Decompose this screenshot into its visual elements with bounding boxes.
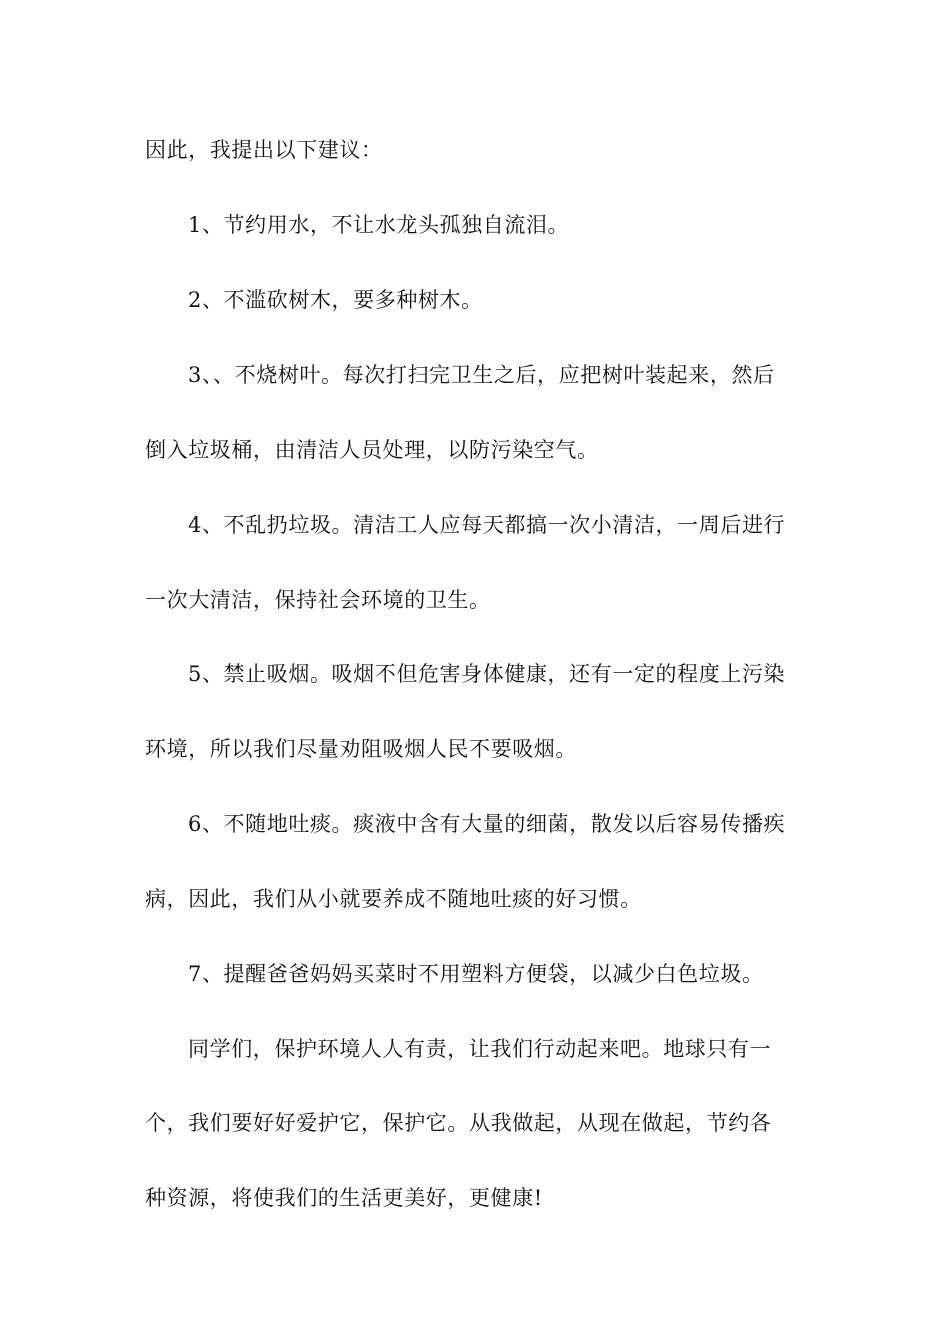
- suggestion-3-line-2: 倒入垃圾桶，由清洁人员处理，以防污染空气。: [145, 438, 599, 462]
- suggestion-5-line-2: 环境，所以我们尽量劝阻吸烟人民不要吸烟。: [145, 737, 577, 761]
- suggestion-1: 1、节约用水，不让水龙头孤独自流泪。: [188, 213, 570, 237]
- closing-line-1: 同学们，保护环境人人有责，让我们行动起来吧。地球只有一: [188, 1037, 772, 1061]
- suggestion-6-line-2: 病，因此，我们从小就要养成不随地吐痰的好习惯。: [145, 887, 642, 911]
- intro-line: 因此，我提出以下建议：: [145, 138, 383, 162]
- closing-line-2: 个，我们要好好爱护它，保护它。从我做起，从现在做起，节约各: [145, 1111, 772, 1135]
- closing-line-3: 种资源，将使我们的生活更美好，更健康!: [145, 1186, 543, 1210]
- suggestion-4-line-1: 4、不乱扔垃圾。清洁工人应每天都搞一次小清洁，一周后进行: [188, 513, 786, 537]
- suggestion-7: 7、提醒爸爸妈妈买菜时不用塑料方便袋，以减少白色垃圾。: [188, 962, 764, 986]
- suggestion-3-line-1: 3、、不烧树叶。每次打扫完卫生之后，应把树叶装起来，然后: [188, 363, 775, 387]
- suggestion-6-line-1: 6、不随地吐痰。痰液中含有大量的细菌，散发以后容易传播疾: [188, 812, 786, 836]
- suggestion-4-line-2: 一次大清洁，保持社会环境的卫生。: [145, 588, 491, 612]
- suggestion-5-line-1: 5、禁止吸烟。吸烟不但危害身体健康，还有一定的程度上污染: [188, 662, 786, 686]
- suggestion-2: 2、不滥砍树木，要多种树木。: [188, 288, 483, 312]
